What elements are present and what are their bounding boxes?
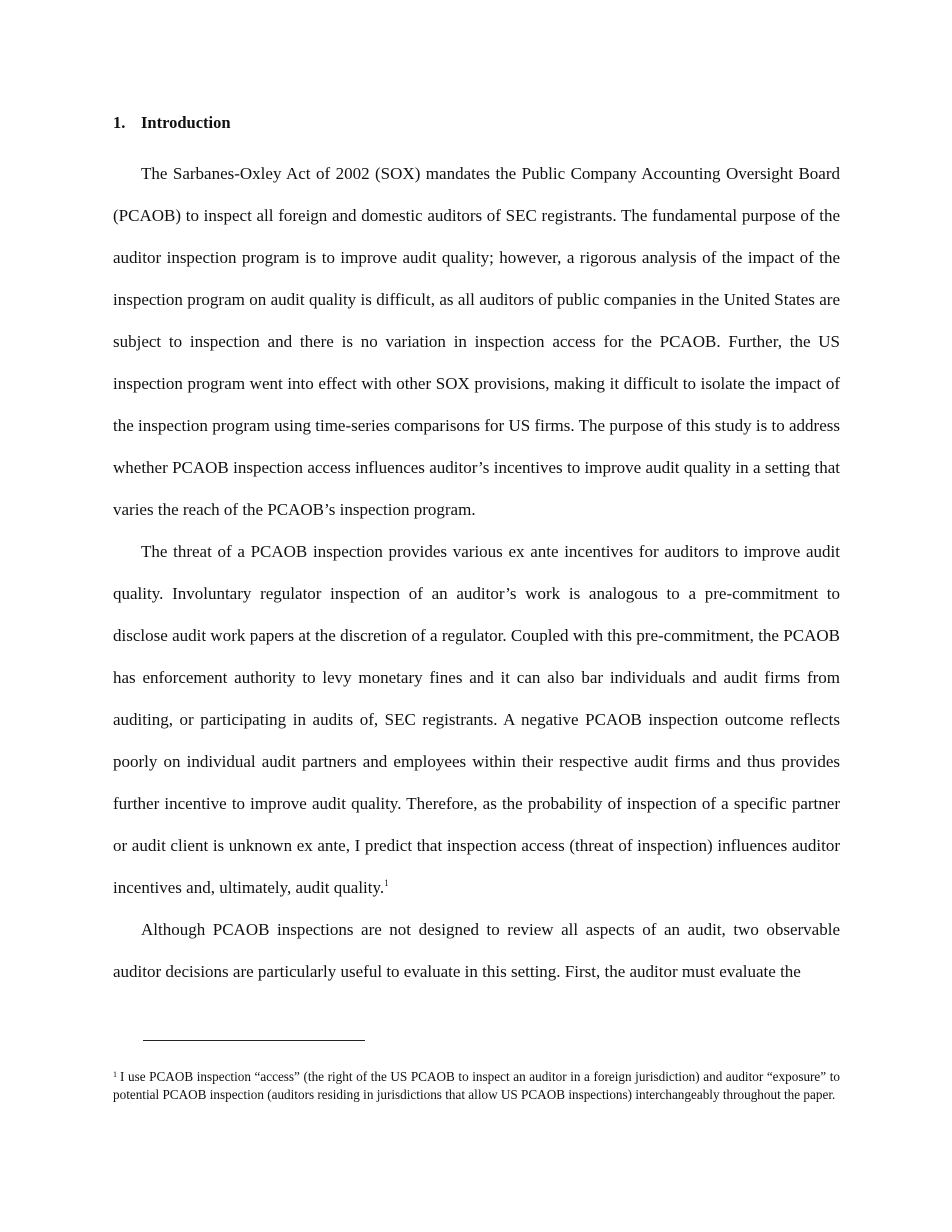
footnote-mark: 1: [113, 1070, 117, 1079]
paragraph-2-text: The threat of a PCAOB inspection provides various ex ante incentives for auditors to improve audit quality. Involuntary regulator inspection of an auditor’s work is analogous to a pre-commitment to disclose audit work papers at the discretion of a regulator. Coupled with this pre-commitment, the PCAOB has enforcement authority to levy monetary fines and it can also bar individuals and audit firms from auditing, or participating in audits of, SEC registrants. A negative PCAOB inspection outcome reflects poorly on individual audit partners and employees within their respective audit firms and thus provides further incentive to improve audit quality. Therefore, as the probability of inspection of a specific partner or audit client is unknown ex ante, I predict that inspection access (threat of inspection) influences auditor incentives and, ultimately, audit quality.: [113, 542, 840, 897]
footnote-divider: [143, 1040, 365, 1041]
footnote-reference[interactable]: 1: [384, 878, 389, 888]
paragraph-1: The Sarbanes-Oxley Act of 2002 (SOX) mandates the Public Company Accounting Oversight Board (PCAOB) to inspect all foreign and domestic auditors of SEC registrants. The fundamental purpose of the auditor inspection program is to improve audit quality; however, a rigorous analysis of the impact of the inspection program on audit quality is difficult, as all auditors of public companies in the United States are subject to inspection and there is no variation in inspection access for the PCAOB. Further, the US inspection program went into effect with other SOX provisions, making it difficult to isolate the impact of the inspection program using time-series comparisons for US firms. The purpose of this study is to address whether PCAOB inspection access influences auditor’s incentives to improve audit quality in a setting that varies the reach of the PCAOB’s inspection program.: [113, 164, 840, 519]
footnote-text: I use PCAOB inspection “access” (the right of the US PCAOB to inspect an auditor in a foreign jurisdiction) and auditor “exposure” to potential PCAOB inspection (auditors residing in jurisdictions that allow US PCAOB inspections) interchangeably throughout the paper.: [113, 1069, 840, 1102]
section-heading: [113, 113, 231, 133]
section-title: Introduction: [141, 113, 231, 132]
paragraph-3: Although PCAOB inspections are not designed to review all aspects of an audit, two observable auditor decisions are particularly useful to evaluate in this setting. First, the auditor must evaluate the: [113, 920, 840, 981]
footnote: [113, 1068, 840, 1103]
section-number: 1.: [113, 113, 126, 132]
paragraph-2: [113, 531, 840, 909]
body-text: [113, 153, 840, 993]
